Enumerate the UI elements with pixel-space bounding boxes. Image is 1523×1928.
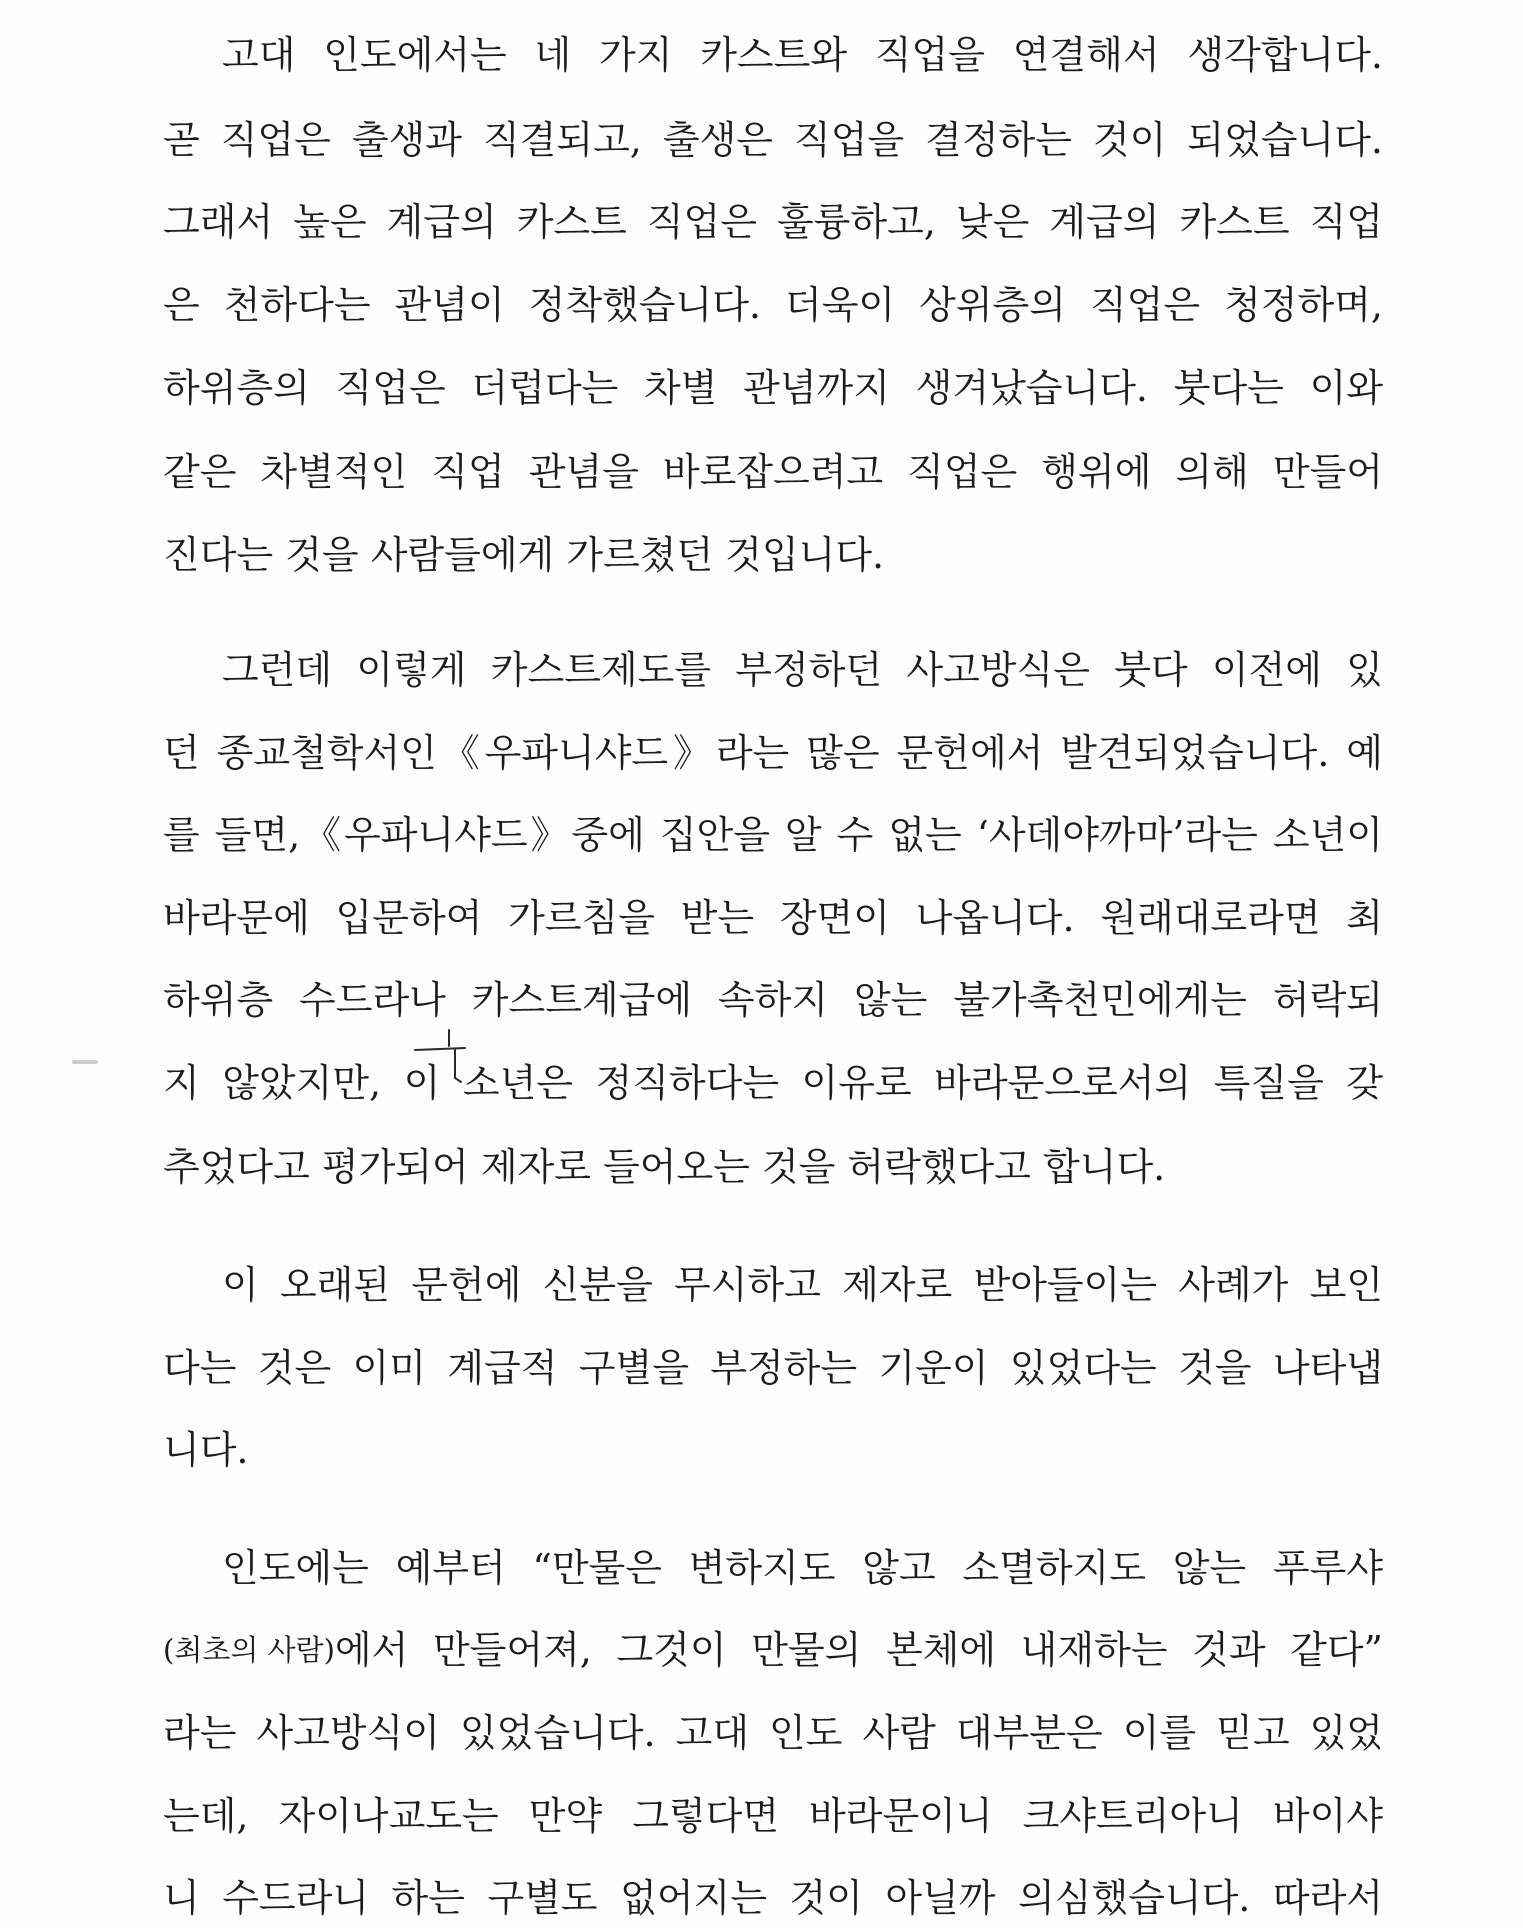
text-line: 같은 차별적인 직업 관념을 바로잡으려고 직업은 행위에 의해 만들어 [163, 450, 1383, 494]
handwritten-insertion-mark-icon [405, 1028, 475, 1088]
text-line: 하위층 수드라나 카스트계급에 속하지 않는 불가촉천민에게는 허락되 [163, 978, 1383, 1022]
text-line: 니 수드라니 하는 구별도 없어지는 것이 아닐까 의심했습니다. 따라서 [163, 1876, 1383, 1920]
inline-note: (최초의 사람) [163, 1633, 335, 1667]
text-line: 인도에는 예부터 “만물은 변하지도 않고 소멸하지도 않는 푸루샤 [222, 1546, 1383, 1590]
text-line: 지 않았지만, 이 소년은 정직하다는 이유로 바라문으로서의 특질을 갖 [163, 1061, 1383, 1105]
text-line: 라는 사고방식이 있었습니다. 고대 인도 사람 대부분은 이를 믿고 있었 [163, 1711, 1383, 1755]
text-line: 바라문에 입문하여 가르침을 받는 장면이 나옵니다. 원래대로라면 최 [163, 896, 1383, 940]
margin-smudge [72, 1060, 98, 1064]
text-line: 던 종교철학서인《우파니샤드》라는 많은 문헌에서 발견되었습니다. 예 [163, 731, 1383, 775]
text-line: 이 오래된 문헌에 신분을 무시하고 제자로 받아들이는 사례가 보인 [222, 1263, 1383, 1307]
text-line: 진다는 것을 사람들에게 가르쳤던 것입니다. [163, 533, 885, 577]
text-line: 추었다고 평가되어 제자로 들어오는 것을 허락했다고 합니다. [163, 1145, 1166, 1189]
text-line: 다는 것은 이미 계급적 구별을 부정하는 기운이 있었다는 것을 나타냅 [163, 1346, 1383, 1390]
text-line: 고대 인도에서는 네 가지 카스트와 직업을 연결해서 생각합니다. [222, 33, 1383, 77]
text-line: 는데, 자이나교도는 만약 그렇다면 바라문이니 크샤트리아니 바이샤 [163, 1794, 1383, 1838]
text-line: 하위층의 직업은 더럽다는 차별 관념까지 생겨났습니다. 붓다는 이와 [163, 366, 1383, 410]
text-line: 그래서 높은 계급의 카스트 직업은 훌륭하고, 낮은 계급의 카스트 직업 [163, 200, 1383, 244]
text-line [163, 1620, 1383, 1680]
text-line: 를 들면,《우파니샤드》중에 집안을 알 수 없는 ‘사데야까마’라는 소년이 [163, 813, 1383, 857]
text-line: 곧 직업은 출생과 직결되고, 출생은 직업을 결정하는 것이 되었습니다. [163, 118, 1383, 162]
text-line: 니다. [163, 1428, 249, 1472]
text-line-rest: 에서 만들어져, 그것이 만물의 본체에 내재하는 것과 같다” [334, 1628, 1383, 1672]
text-line: 그런데 이렇게 카스트제도를 부정하던 사고방식은 붓다 이전에 있 [222, 648, 1383, 692]
text-line: 은 천하다는 관념이 정착했습니다. 더욱이 상위층의 직업은 청정하며, [163, 283, 1383, 327]
